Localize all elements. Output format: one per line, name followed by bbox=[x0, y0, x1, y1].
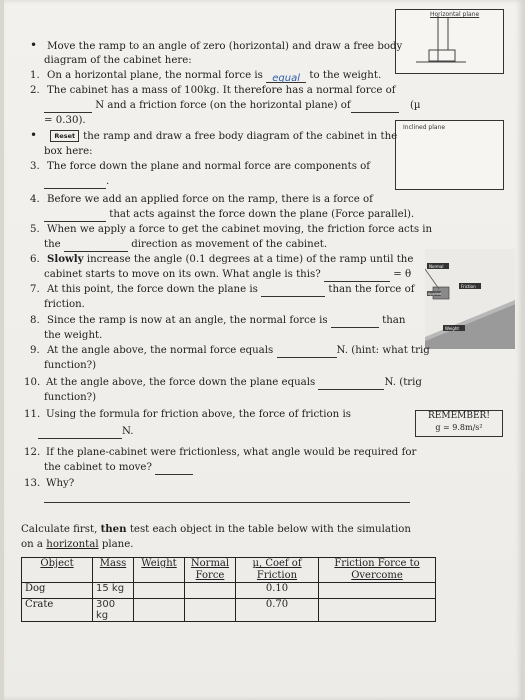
cell-friction[interactable] bbox=[319, 583, 436, 599]
cell-normal[interactable] bbox=[185, 599, 236, 622]
horizontal-plane-label: Horizontal plane bbox=[430, 11, 480, 18]
gravity-constant: g = 9.8m/s² bbox=[435, 423, 483, 432]
cell-mu: 0.10 bbox=[236, 583, 319, 599]
svg-text:Normal: Normal bbox=[429, 264, 444, 269]
intro-instruction-line2: diagram of the cabinet here: bbox=[44, 55, 192, 66]
calculate-instructions-line2: on a horizontal plane. bbox=[21, 539, 134, 550]
cell-weight[interactable] bbox=[134, 583, 185, 599]
question-8-line2: the weight. bbox=[44, 330, 103, 341]
remember-title: REMEMBER! bbox=[428, 411, 490, 421]
reset-instruction: • Reset the ramp and draw a free body diagram of the cabinet in the bbox=[30, 128, 397, 144]
question-6-line2: cabinet starts to move on its own. What angle is this? = θ bbox=[44, 269, 412, 280]
question-7: 7. At this point, the force down the plane is than the force of bbox=[30, 284, 415, 295]
q1-answer-field[interactable] bbox=[266, 71, 306, 83]
q3-answer-field[interactable] bbox=[44, 177, 106, 189]
q5-answer-field[interactable] bbox=[64, 240, 128, 252]
svg-text:Weight: Weight bbox=[445, 326, 459, 331]
question-6: 6. Slowly increase the angle (0.1 degrees at a time) of the ramp until the bbox=[30, 253, 414, 265]
svg-text:Friction: Friction bbox=[461, 284, 476, 289]
question-3-line2: . bbox=[44, 174, 109, 189]
question-2: 2. The cabinet has a mass of 100kg. It therefore has a normal force of bbox=[30, 85, 396, 96]
cell-friction[interactable] bbox=[319, 599, 436, 622]
question-8: 8. Since the ramp is now at an angle, the normal force is than bbox=[30, 315, 406, 326]
reset-button[interactable]: Reset bbox=[50, 130, 79, 142]
question-4: 4. Before we add an applied force on the ramp, there is a force of bbox=[30, 194, 373, 205]
header-object: Object bbox=[22, 558, 93, 583]
header-friction-force: Friction Force to Overcome bbox=[319, 558, 436, 583]
question-2-line2: N and a friction force (on the horizontal plane) of (µ bbox=[44, 98, 421, 113]
q9-answer-field[interactable] bbox=[277, 346, 337, 358]
q2-normal-force-field[interactable] bbox=[44, 101, 92, 113]
friction-data-table bbox=[21, 557, 436, 622]
remember-box bbox=[415, 410, 503, 437]
cell-mu: 0.70 bbox=[236, 599, 319, 622]
q10-answer-field[interactable] bbox=[318, 378, 384, 390]
cell-weight[interactable] bbox=[134, 599, 185, 622]
question-12: 12. If the plane-cabinet were frictionless, what angle would be required for bbox=[24, 447, 417, 458]
inclined-plane-label: Inclined plane bbox=[403, 124, 446, 131]
table-header-row bbox=[22, 558, 436, 583]
question-11-line2: N. bbox=[38, 424, 134, 439]
intro-instruction: • Move the ramp to an angle of zero (horizontal) and draw a free body bbox=[30, 38, 402, 54]
q1-handwritten-answer: equal bbox=[272, 73, 301, 84]
horizontal-plane-box[interactable] bbox=[395, 9, 504, 74]
question-2-line3: = 0.30). bbox=[44, 115, 86, 126]
cell-normal[interactable] bbox=[185, 583, 236, 599]
question-13: 13. Why? bbox=[24, 478, 75, 489]
q7-answer-field[interactable] bbox=[261, 285, 325, 297]
question-10: 10. At the angle above, the force down the plane equals N. (trig bbox=[24, 377, 422, 388]
q13-answer-line[interactable] bbox=[44, 502, 410, 503]
table-row bbox=[22, 599, 436, 622]
q2-friction-force-field[interactable] bbox=[351, 101, 399, 113]
question-12-line2: the cabinet to move? bbox=[44, 460, 193, 475]
q4-answer-field[interactable] bbox=[44, 210, 106, 222]
calculate-instructions: Calculate first, then test each object in the table below with the simulation bbox=[21, 523, 411, 535]
header-normal-force: Normal Force bbox=[185, 558, 236, 583]
cell-mass[interactable]: 300 kg bbox=[93, 599, 134, 622]
svg-text:Applied: Applied bbox=[428, 292, 442, 296]
question-11: 11. Using the formula for friction above, the force of friction is bbox=[24, 409, 351, 420]
cell-object: Dog bbox=[22, 583, 93, 599]
question-10-line2: function?) bbox=[44, 392, 97, 403]
q6-angle-field[interactable] bbox=[324, 270, 390, 282]
question-9-line2: function?) bbox=[44, 360, 97, 371]
question-7-line2: friction. bbox=[44, 299, 85, 310]
q11-answer-field[interactable] bbox=[38, 427, 122, 439]
header-mass: Mass bbox=[93, 558, 134, 583]
cell-mass[interactable]: 15 kg bbox=[93, 583, 134, 599]
header-coef-friction: µ, Coef of Friction bbox=[236, 558, 319, 583]
q8-answer-field[interactable] bbox=[331, 316, 379, 328]
question-9: 9. At the angle above, the normal force equals N. (hint: what trig bbox=[30, 345, 430, 356]
question-4-line2: that acts against the force down the plane (Force parallel). bbox=[44, 207, 414, 222]
header-weight: Weight bbox=[134, 558, 185, 583]
worksheet-page bbox=[4, 0, 523, 700]
question-5-line2: the direction as movement of the cabinet. bbox=[44, 239, 328, 250]
table-row bbox=[22, 583, 436, 599]
question-1: 1. On a horizontal plane, the normal force is equal to the weight. bbox=[30, 70, 382, 84]
cell-object: Crate bbox=[22, 599, 93, 622]
horizontal-plane-sketch bbox=[396, 10, 503, 73]
question-5: 5. When we apply a force to get the cabinet moving, the friction force acts in bbox=[30, 224, 433, 235]
reset-instruction-line2: box here: bbox=[44, 146, 93, 157]
incline-simulation-graphic bbox=[425, 249, 515, 349]
q12-answer-field[interactable] bbox=[155, 463, 193, 475]
question-3: 3. The force down the plane and normal force are components of bbox=[30, 161, 371, 172]
